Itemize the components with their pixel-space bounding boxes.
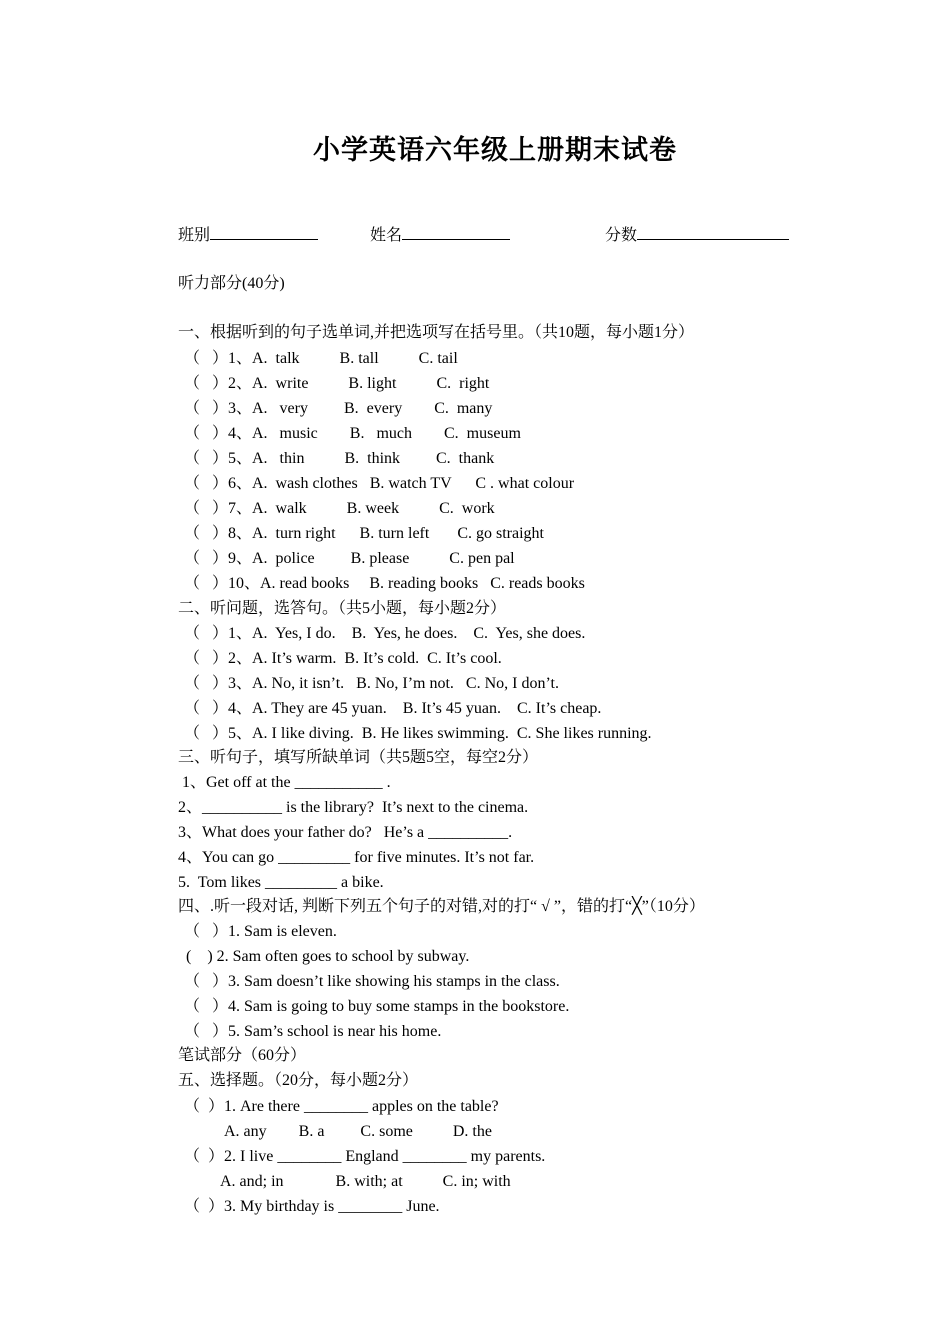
exam-line: 5. Tom likes _________ a bike. [178, 874, 384, 891]
exam-line: ( ) 2. Sam often goes to school by subway. [186, 948, 470, 965]
class-field [178, 222, 318, 245]
page-title: 小学英语六年级上册期末试卷 [313, 135, 677, 165]
exam-line: （ ）2、A. write B. light C. right [184, 375, 490, 392]
exam-line: 笔试部分（60分） [178, 1047, 307, 1064]
class-label: 班别 [178, 227, 211, 244]
exam-line: （ ）9、A. police B. please C. pen pal [184, 550, 515, 567]
score-field [605, 222, 789, 245]
exam-line: 4、You can go _________ for five minutes. It’s not far. [178, 849, 535, 866]
exam-line: （ ）10、A. read books B. reading books C. reads books [184, 575, 585, 592]
exam-line: （ ）1. Are there ________ apples on the table? [184, 1098, 499, 1115]
exam-line: （ ）3、A. No, it isn’t. B. No, I’m not. C. No, I don’t. [184, 675, 559, 692]
name-field [370, 222, 510, 245]
name-label: 姓名 [370, 227, 403, 244]
exam-line: A. and; in B. with; at C. in; with [220, 1173, 511, 1190]
exam-line: （ ）7、A. walk B. week C. work [184, 500, 495, 517]
exam-line: （ ）2. I live ________ England ________ my parents. [184, 1148, 546, 1165]
exam-line: 五、选择题。（20分，每小题2分） [178, 1072, 419, 1089]
exam-line: A. any B. a C. some D. the [224, 1123, 492, 1140]
exam-line: （ ）3. Sam doesn’t like showing his stamps in the class. [184, 973, 560, 990]
exam-line: 1、Get off at the ___________ . [178, 774, 391, 791]
exam-line: （ ）1、A. talk B. tall C. tail [184, 350, 458, 367]
exam-line: （ ）4. Sam is going to buy some stamps in the bookstore. [184, 998, 570, 1015]
exam-line: （ ）5、A. I like diving. B. He likes swimming. C. She likes running. [184, 725, 652, 742]
exam-line: （ ）2、A. It’s warm. B. It’s cold. C. It’s cool. [184, 650, 502, 667]
exam-line: （ ）1. Sam is eleven. [184, 923, 337, 940]
score-label: 分数 [605, 227, 638, 244]
exam-line: （ ）4、A. music B. much C. museum [184, 425, 521, 442]
exam-line: 听力部分(40分) [178, 275, 285, 292]
exam-line: （ ）6、A. wash clothes B. watch TV C . what colour [184, 475, 575, 492]
student-info-row [178, 222, 790, 248]
exam-line: （ ）8、A. turn right B. turn left C. go straight [184, 525, 544, 542]
exam-line: （ ）3、A. very B. every C. many [184, 400, 493, 417]
exam-line: （ ）4、A. They are 45 yuan. B. It’s 45 yuan. C. It’s cheap. [184, 700, 602, 717]
exam-line: （ ）5. Sam’s school is near his home. [184, 1023, 442, 1040]
exam-line: 2、__________ is the library? It’s next to the cinema. [178, 799, 529, 816]
exam-line: 一、根据听到的句子选单词,并把选项写在括号里。（共10题，每小题1分） [178, 324, 695, 341]
exam-line: （ ）3. My birthday is ________ June. [184, 1198, 440, 1215]
score-blank[interactable] [637, 223, 789, 240]
exam-line: （ ）1、A. Yes, I do. B. Yes, he does. C. Yes, she does. [184, 625, 586, 642]
exam-line: 3、What does your father do? He’s a __________. [178, 824, 513, 841]
exam-line: 三、听句子，填写所缺单词（共5题5空，每空2分） [178, 749, 539, 766]
class-blank[interactable] [210, 223, 318, 240]
exam-line: （ ）5、A. thin B. think C. thank [184, 450, 495, 467]
name-blank[interactable] [402, 223, 510, 240]
exam-line: 二、听问题，选答句。（共5小题，每小题2分） [178, 600, 507, 617]
exam-line: 四、.听一段对话, 判断下列五个句子的对错,对的打“ √ ”，错的打“╳”（10分） [178, 898, 705, 915]
